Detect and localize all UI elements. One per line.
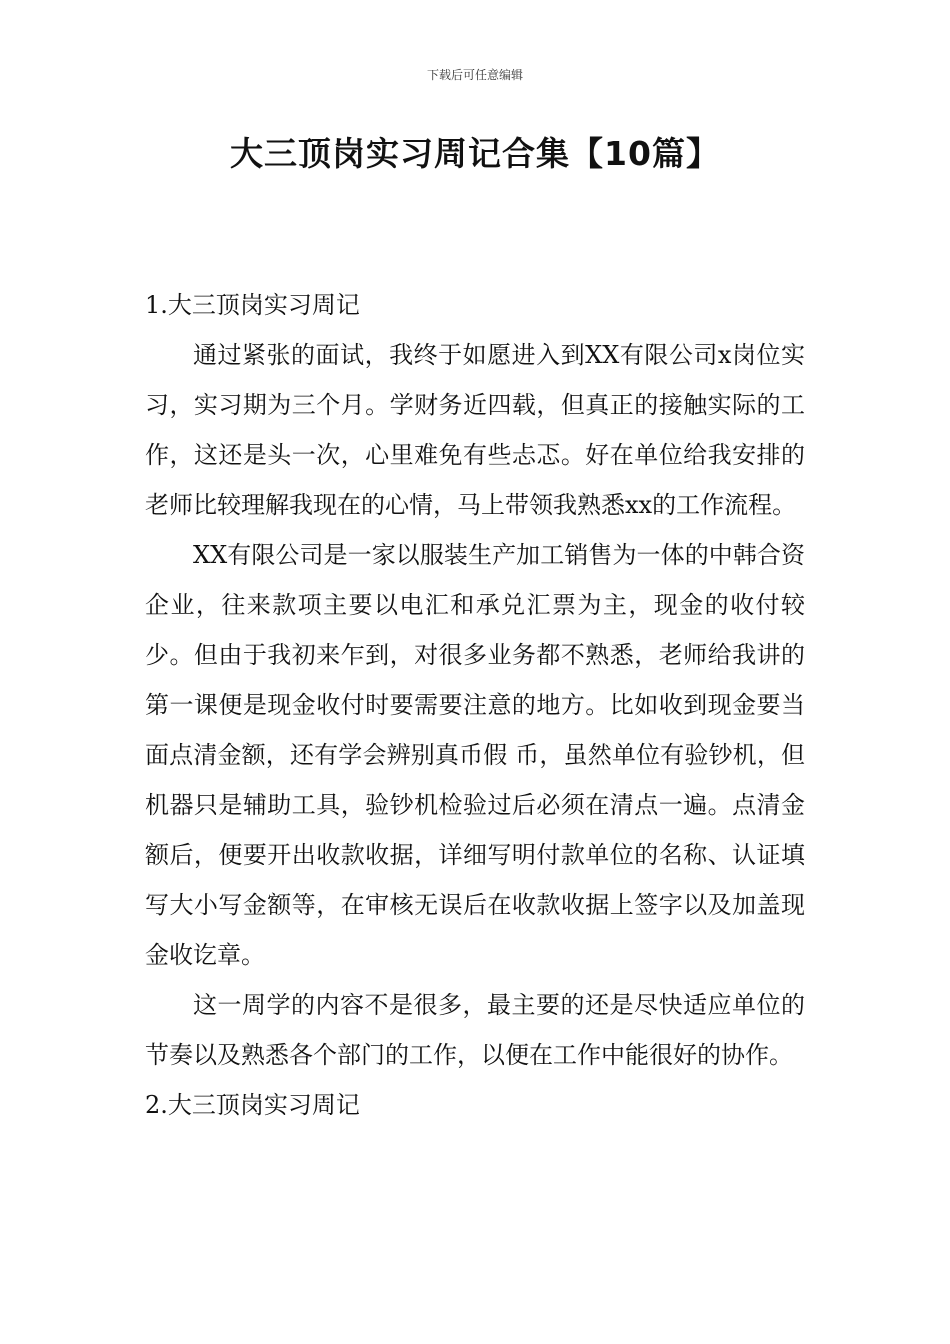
header-note: 下载后可任意编辑 <box>426 68 523 82</box>
paragraph-3: 这一周学的内容不是很多，最主要的还是尽快适应单位的节奏以及熟悉各个部门的工作，以便在工作中能很好的协作。 <box>145 991 805 1069</box>
document-body <box>145 280 805 1130</box>
section-heading-1: 1.大三顶岗实习周记 <box>145 291 360 319</box>
document-title: 大三顶岗实习周记合集【10篇】 <box>230 134 720 173</box>
paragraph-1: 通过紧张的面试，我终于如愿进入到XX有限公司x岗位实习，实习期为三个月。学财务近四载，但真正的接触实际的工作，这还是头一次，心里难免有些忐忑。好在单位给我安排的老师比较理解我现在的心情，马上带领我熟悉xx的工作流程。 <box>145 341 805 519</box>
section-heading-2: 2.大三顶岗实习周记 <box>145 1091 360 1119</box>
paragraph-2: XX有限公司是一家以服装生产加工销售为一体的中韩合资企业，往来款项主要以电汇和承兑汇票为主，现金的收付较少。但由于我初来乍到，对很多业务都不熟悉，老师给我讲的第一课便是现金收付时要需要注意的地方。比如收到现金要当面点清金额，还有学会辨别真币假 币，虽然单位有验钞机，但机器只是辅助工具，验钞机检验过后必须在清点一遍。点清金额后，便要开出收款收据，详细写明付款单位的名称、认证填写大小写金额等，在审核无误后在收款收据上签字以及加盖现金收讫章。 <box>145 541 805 969</box>
